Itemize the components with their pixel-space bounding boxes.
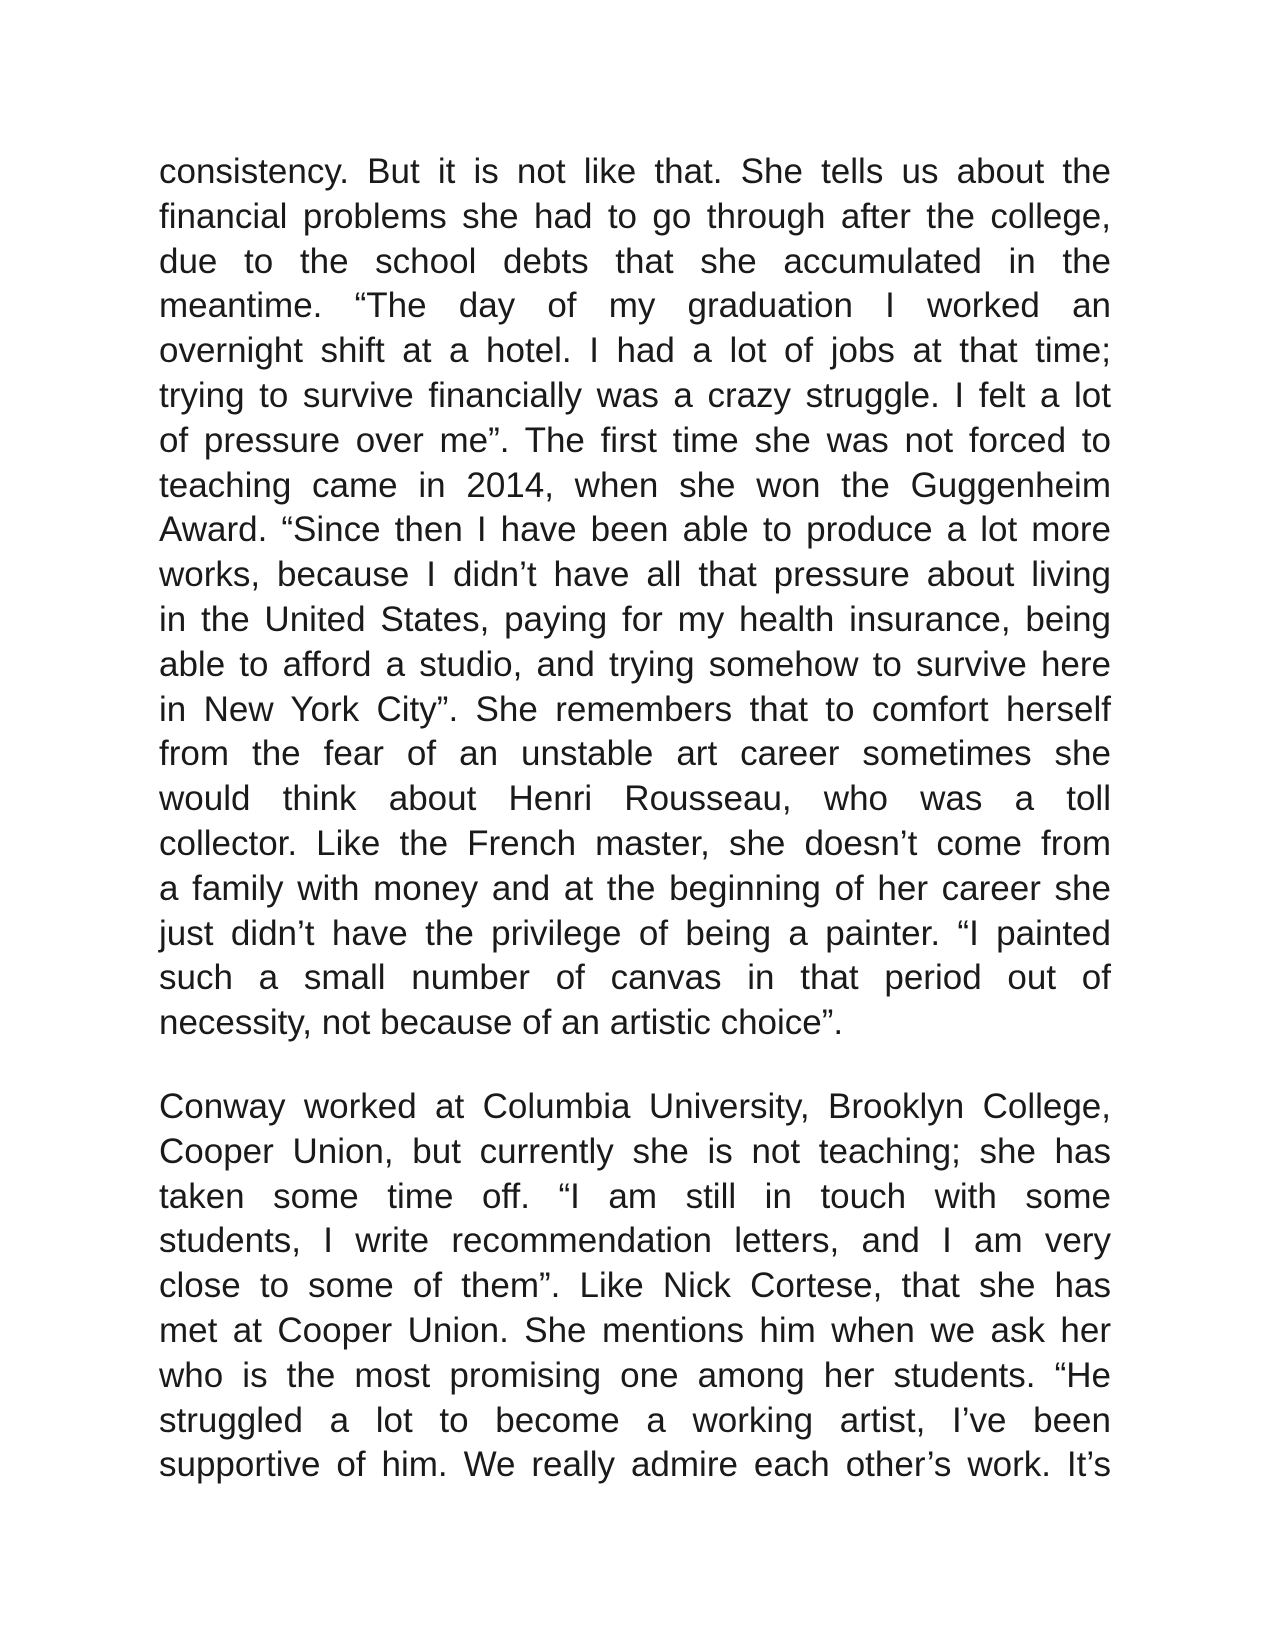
- paragraph: [159, 150, 1111, 1046]
- text-line: overnight shift at a hotel. I had a lot of jobs at that time;: [159, 331, 1111, 371]
- text-line: who is the most promising one among her students. “He: [159, 1355, 1111, 1395]
- text-line: in New York City”. She remembers that to comfort herself: [159, 689, 1111, 729]
- text-line: consistency. But it is not like that. She tells us about the: [159, 152, 1111, 191]
- text-line: Conway worked at Columbia University, Brooklyn College,: [159, 1087, 1111, 1126]
- text-line: just didn’t have the privilege of being a painter. “I painted: [159, 913, 1111, 953]
- text-line: such a small number of canvas in that period out of: [159, 958, 1111, 998]
- text-line: financial problems she had to go through after the college,: [159, 196, 1111, 236]
- text-line: supportive of him. We really admire each other’s work. It’s: [159, 1445, 1111, 1485]
- text-line: in the United States, paying for my health insurance, being: [159, 599, 1111, 639]
- text-line: necessity, not because of an artistic choice”.: [159, 1003, 844, 1043]
- text-line: taken some time off. “I am still in touch with some: [159, 1176, 1111, 1216]
- text-line: close to some of them”. Like Nick Cortese, that she has: [159, 1266, 1111, 1306]
- paragraph: [159, 1085, 1111, 1488]
- text-line: works, because I didn’t have all that pressure about living: [159, 555, 1111, 595]
- text-line: able to afford a studio, and trying somehow to survive here: [159, 644, 1111, 684]
- text-line: met at Cooper Union. She mentions him when we ask her: [159, 1310, 1111, 1350]
- text-line: of pressure over me”. The first time she was not forced to: [159, 420, 1111, 460]
- text-line: Cooper Union, but currently she is not teaching; she has: [159, 1131, 1111, 1171]
- text-line: due to the school debts that she accumulated in the: [159, 241, 1111, 281]
- text-line: a family with money and at the beginning of her career she: [159, 868, 1111, 908]
- text-line: collector. Like the French master, she doesn’t come from: [159, 823, 1111, 863]
- text-line: would think about Henri Rousseau, who was a toll: [159, 779, 1111, 819]
- text-line: teaching came in 2014, when she won the Guggenheim: [159, 465, 1111, 505]
- text-line: from the fear of an unstable art career sometimes she: [159, 734, 1111, 774]
- text-line: struggled a lot to become a working artist, I’ve been: [159, 1400, 1111, 1440]
- text-line: meantime. “The day of my graduation I worked an: [159, 286, 1111, 326]
- text-line: trying to survive financially was a crazy struggle. I felt a lot: [159, 375, 1111, 415]
- text-line: Award. “Since then I have been able to produce a lot more: [159, 510, 1111, 550]
- text-line: students, I write recommendation letters, and I am very: [159, 1221, 1111, 1261]
